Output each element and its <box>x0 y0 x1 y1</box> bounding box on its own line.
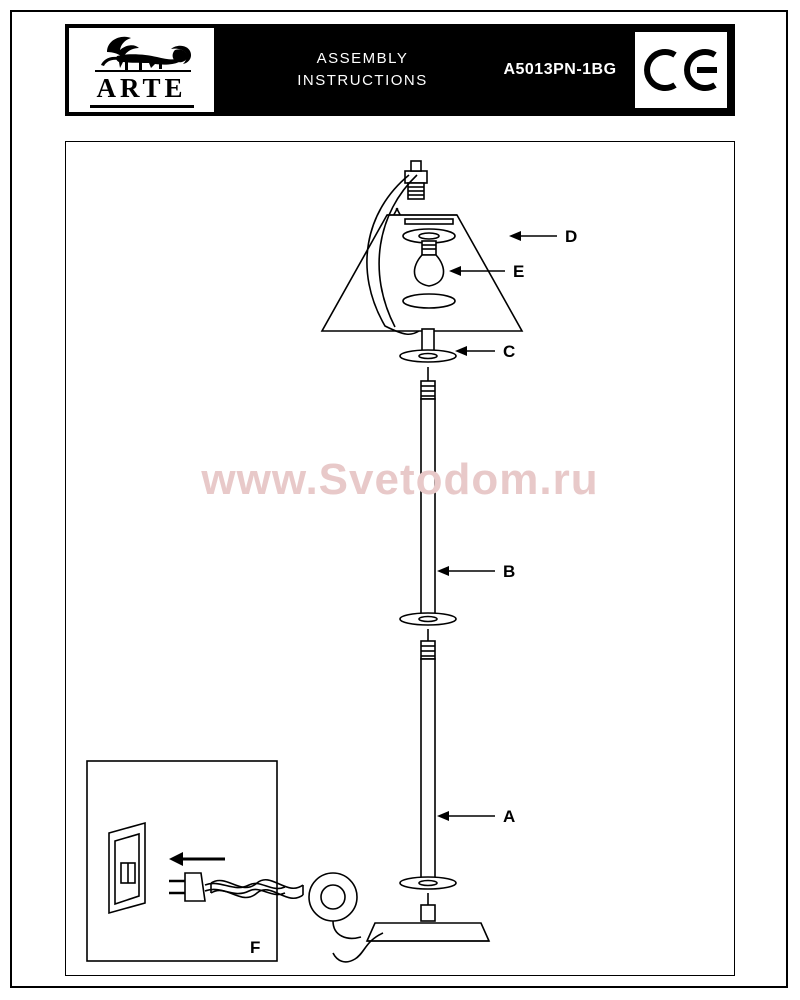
label-A: A <box>503 807 516 826</box>
product-code: A5013PN-1BG <box>503 61 617 78</box>
label-B: B <box>503 562 516 581</box>
title-line-1: ASSEMBLY <box>316 50 409 68</box>
title-line-2: INSTRUCTIONS <box>297 72 428 89</box>
label-C: C <box>503 342 516 361</box>
shade-ring <box>403 219 455 243</box>
wall-socket <box>109 823 145 913</box>
plug-inset <box>87 761 303 961</box>
foot-switch <box>309 873 361 938</box>
watermark: www.Svetodom.ru <box>201 455 599 504</box>
brand-name: ARTE <box>96 73 187 103</box>
winged-lion-icon <box>87 32 197 74</box>
ce-mark-icon <box>635 32 727 108</box>
brand-logo <box>69 28 214 112</box>
joint-upper <box>421 367 435 399</box>
brand-underline <box>90 105 194 108</box>
header-bar <box>65 24 735 116</box>
lower-rod <box>400 659 456 921</box>
lamp-base <box>367 923 489 941</box>
label-D: D <box>565 227 578 246</box>
label-F: F <box>250 938 261 957</box>
document-title <box>214 24 485 116</box>
middle-rod <box>400 399 456 625</box>
lower-shade-ring <box>403 294 455 308</box>
joint-lower <box>421 629 435 659</box>
label-E: E <box>513 262 525 281</box>
assembly-diagram <box>65 141 735 976</box>
lamp-holder <box>405 161 427 199</box>
